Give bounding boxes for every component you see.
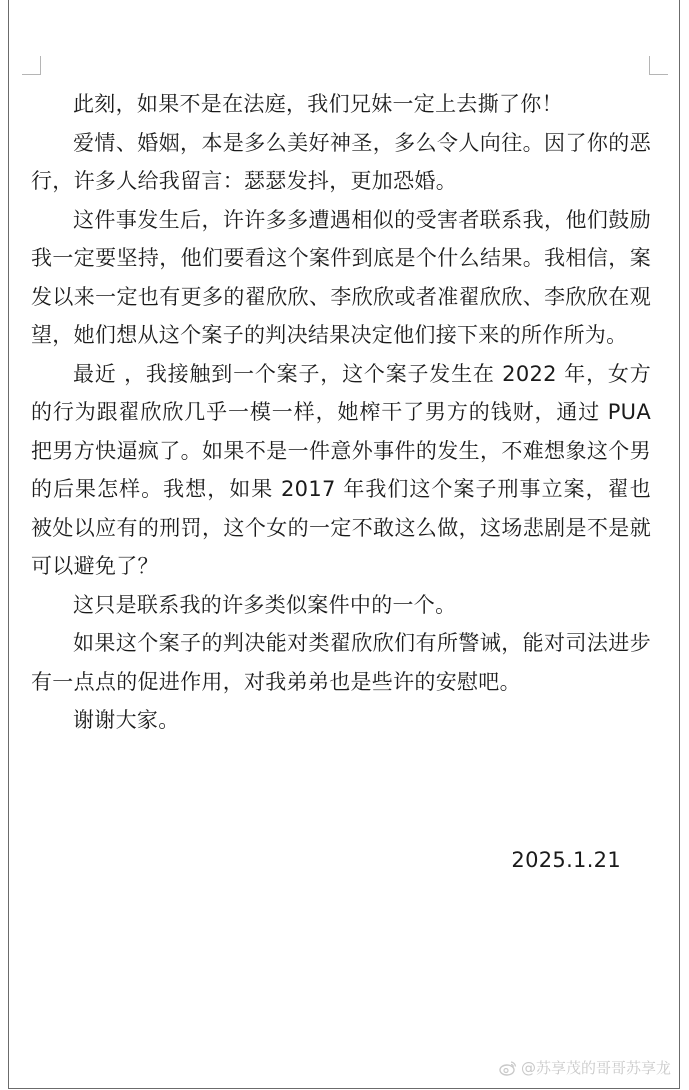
- letter-date: 2025.1.21: [511, 848, 621, 872]
- paragraph-7: 谢谢大家。: [73, 708, 180, 732]
- weibo-icon: [499, 1060, 517, 1076]
- paragraph-3: 这件事发生后，许许多多遭遇相似的受害者联系我，他们鼓励我一定要坚持，他们要看这个案件到底是个什么结果。我相信，案发以来一定也有更多的翟欣欣、李欣欣或者准翟欣欣、李欣欣在观望，她们想从这个案子的判决结果决定他们接下来的所作所为。: [31, 207, 651, 347]
- page-corner-mark-top-right: [649, 56, 668, 75]
- page-corner-mark-top-left: [22, 56, 41, 75]
- letter-body: [31, 85, 651, 740]
- watermark-text: @苏享茂的哥哥苏享龙: [520, 1059, 671, 1077]
- paragraph-5: 这只是联系我的许多类似案件中的一个。: [73, 592, 457, 617]
- paragraph-6: 如果这个案子的判决能对类翟欣欣们有所警诫，能对司法进步有一点点的促进作用，对我弟弟也是些许的安慰吧。: [31, 631, 651, 694]
- paragraph-4: 最近 ，我接触到一个案子，这个案子发生在 2022 年，女方的行为跟翟欣欣几乎一模一样，她榨干了男方的钱财，通过 PUA 把男方快逼疯了。如果不是一件意外事件的发生，不难想象这个男的后果怎样。我想，如果 2017 年我们这个案子刑事立案，翟也被处以应有的刑罚，这个女的一定不敢这么做，这场悲剧是不是就可以避免了？: [31, 361, 651, 578]
- watermark: [499, 1057, 671, 1078]
- document-page: [8, 0, 680, 1089]
- paragraph-1: 此刻，如果不是在法庭，我们兄妹一定上去撕了你！: [73, 92, 563, 116]
- paragraph-2: 爱情、婚姻，本是多么美好神圣，多么令人向往。因了你的恶行，许多人给我留言：瑟瑟发抖，更加恐婚。: [31, 130, 651, 193]
